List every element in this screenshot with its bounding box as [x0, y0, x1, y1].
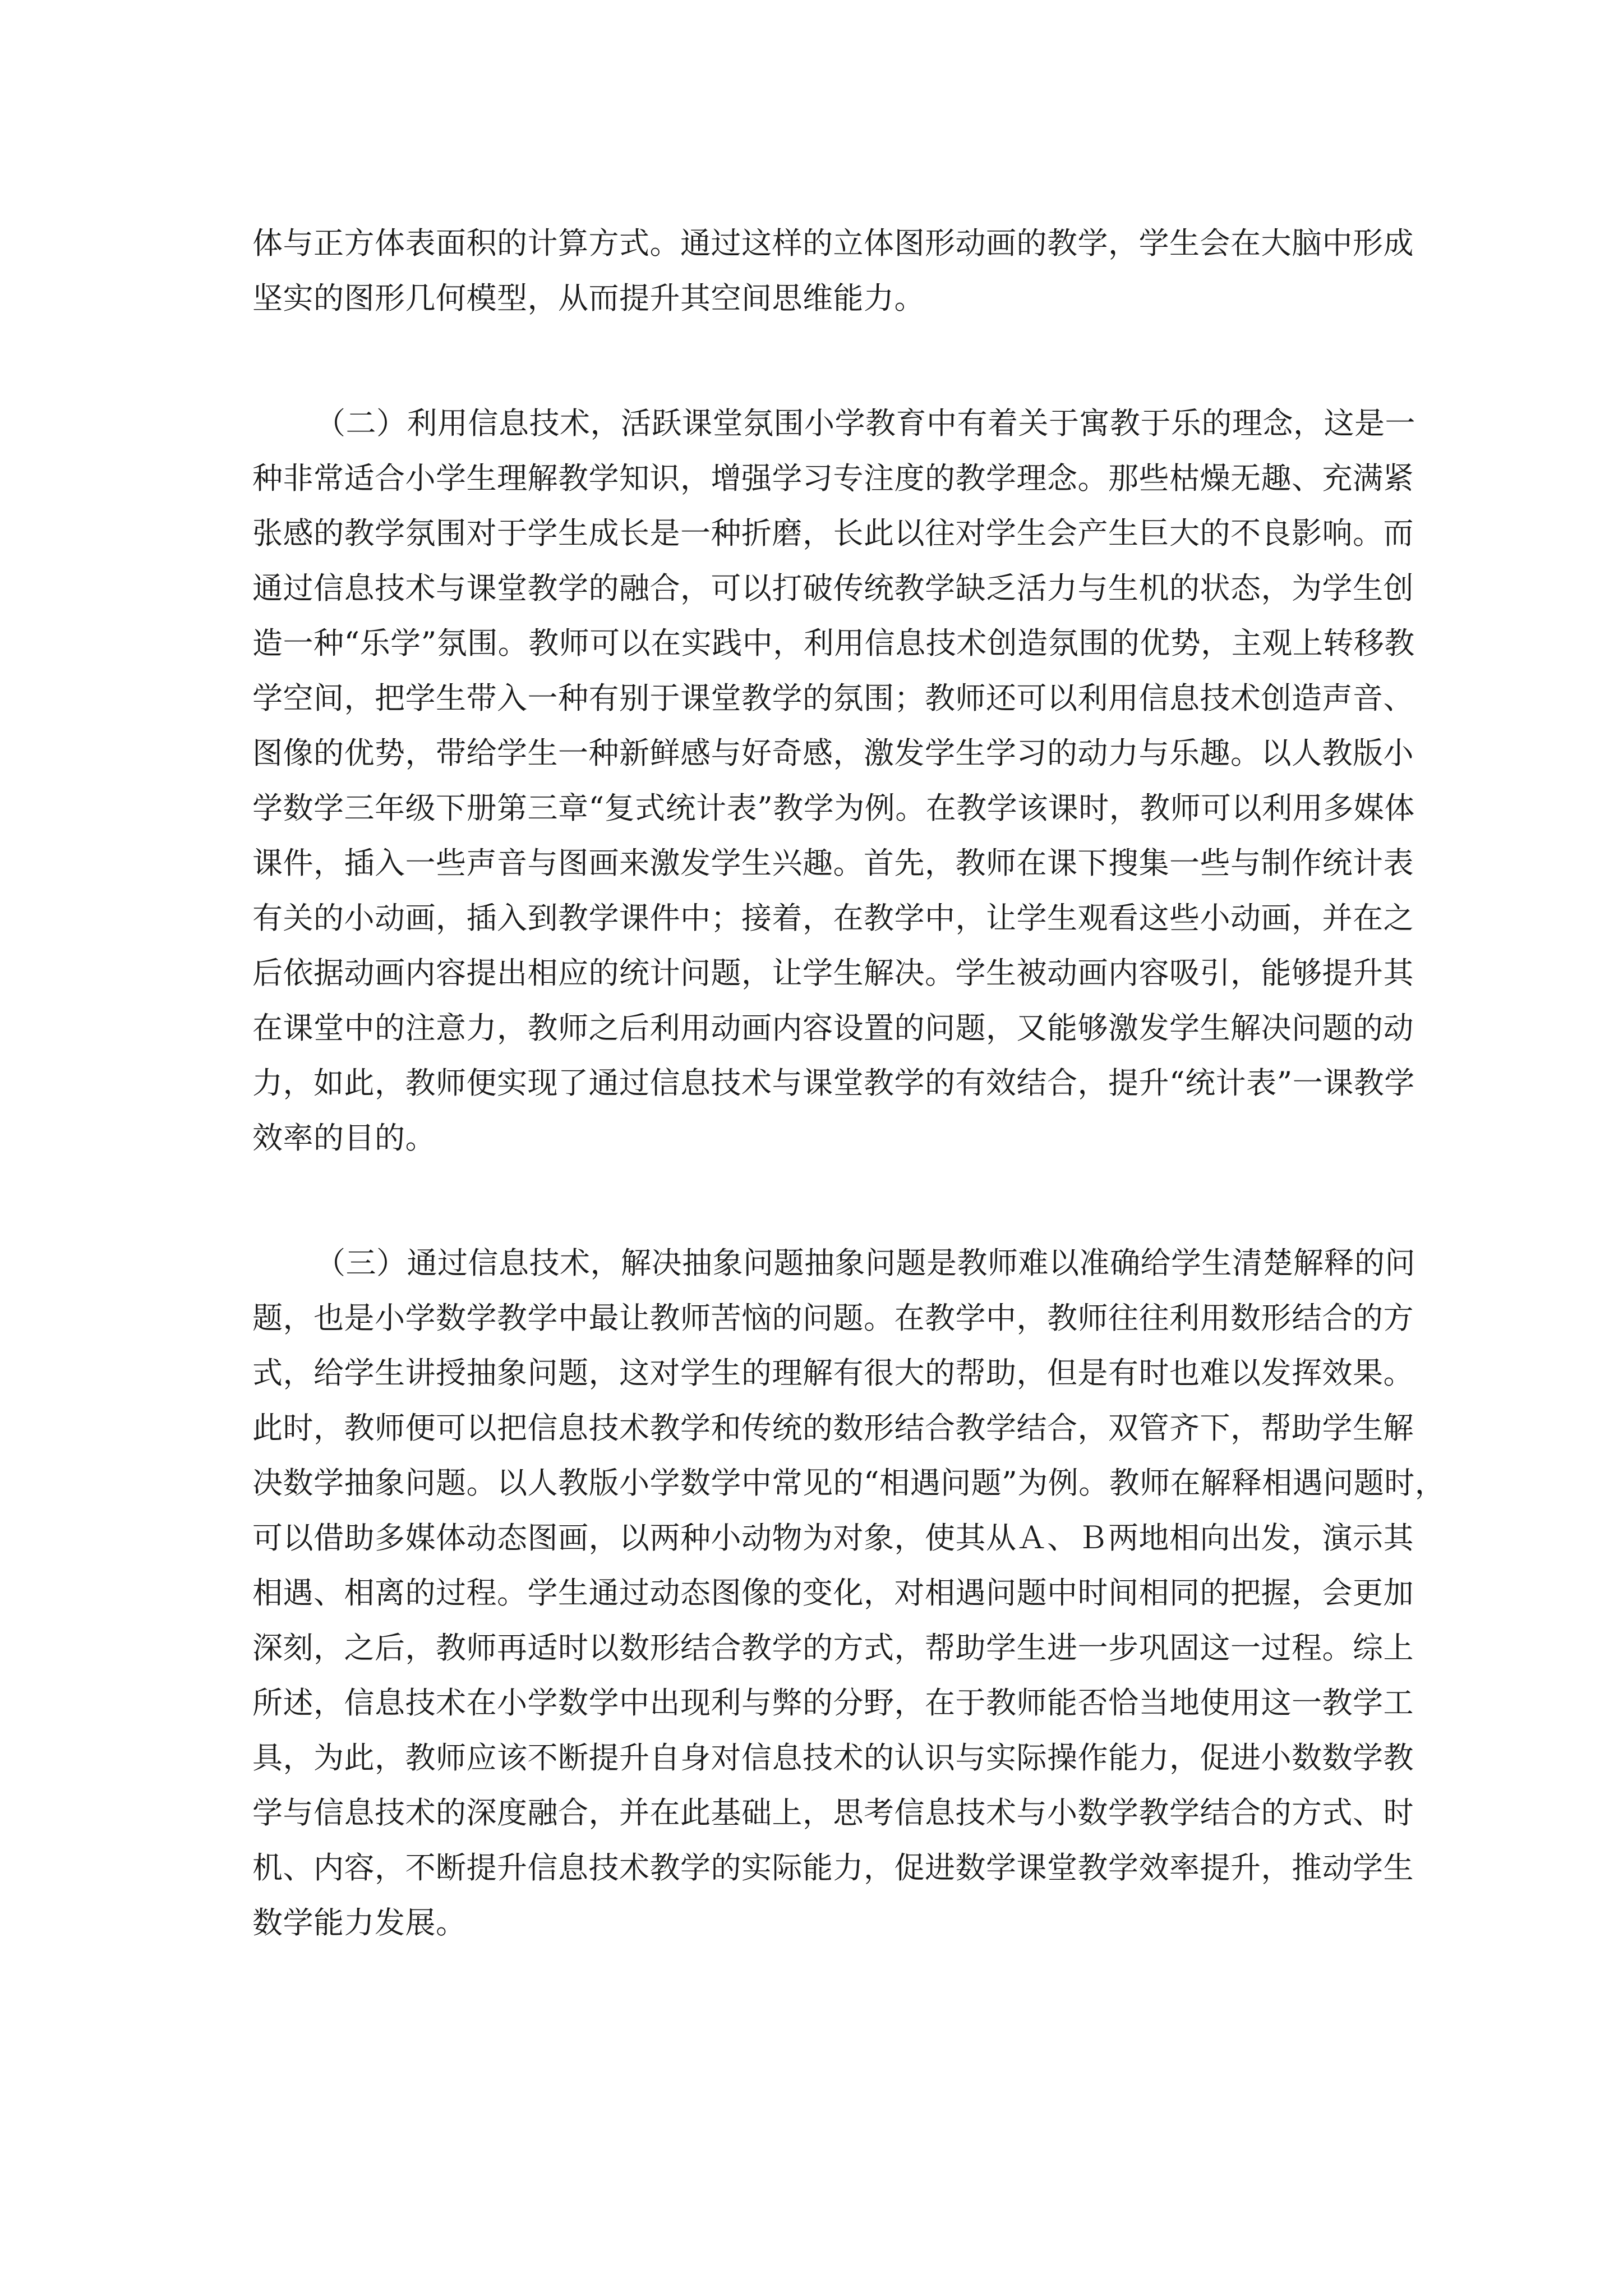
paragraph-line: 所述，信息技术在小学数学中出现利与弊的分野，在于教师能否恰当地使用这一教学工: [252, 1685, 1414, 1720]
paragraph-line: 种非常适合小学生理解教学知识，增强学习专注度的教学理念。那些枯燥无趣、充满紧: [252, 461, 1414, 496]
paragraph-line: 学与信息技术的深度融合，并在此基础上，思考信息技术与小数学教学结合的方式、时: [252, 1795, 1414, 1830]
paragraph-line: 可以借助多媒体动态图画，以两种小动物为对象，使其从Ａ、Ｂ两地相向出发，演示其: [252, 1520, 1414, 1556]
paragraph-line: 通过信息技术与课堂教学的融合，可以打破传统教学缺乏活力与生机的状态，为学生创: [252, 570, 1414, 606]
paragraph-1: [252, 216, 1414, 326]
paragraph-line: 学数学三年级下册第三章“复式统计表”教学为例。在教学该课时，教师可以利用多媒体: [252, 790, 1415, 826]
paragraph-line: （三）通过信息技术，解决抽象问题抽象问题是教师难以准确给学生清楚解释的问: [315, 1245, 1415, 1281]
paragraph-3: [252, 1236, 1446, 1950]
paragraph-line: 造一种“乐学”氛围。教师可以在实践中，利用信息技术创造氛围的优势，主观上转移教: [252, 625, 1415, 661]
paragraph-line: 后依据动画内容提出相应的统计问题，让学生解决。学生被动画内容吸引，能够提升其: [252, 955, 1414, 991]
paragraph-line: 数学能力发展。: [252, 1905, 467, 1940]
paragraph-line: 决数学抽象问题。以人教版小学数学中常见的“相遇问题”为例。教师在解释相遇问题时，: [252, 1465, 1446, 1501]
paragraph-gap: [252, 1166, 1368, 1236]
paragraph-line: 此时，教师便可以把信息技术教学和传统的数形结合教学结合，双管齐下，帮助学生解: [252, 1410, 1414, 1446]
paragraph-line: 课件，插入一些声音与图画来激发学生兴趣。首先，教师在课下搜集一些与制作统计表: [252, 845, 1414, 881]
paragraph-line: 坚实的图形几何模型，从而提升其空间思维能力。: [252, 280, 925, 316]
paragraph-line: 式，给学生讲授抽象问题，这对学生的理解有很大的帮助，但是有时也难以发挥效果。: [252, 1355, 1414, 1391]
paragraph-line: 题，也是小学数学教学中最让教师苦恼的问题。在教学中，教师往往利用数形结合的方: [252, 1300, 1414, 1336]
paragraph-line: 相遇、相离的过程。学生通过动态图像的变化，对相遇问题中时间相同的把握，会更加: [252, 1575, 1414, 1611]
paragraph-line: 机、内容，不断提升信息技术教学的实际能力，促进数学课堂教学效率提升，推动学生: [252, 1850, 1414, 1885]
paragraph-line: 深刻，之后，教师再适时以数形结合教学的方式，帮助学生进一步巩固这一过程。综上: [252, 1630, 1414, 1665]
paragraph-line: 体与正方体表面积的计算方式。通过这样的立体图形动画的教学，学生会在大脑中形成: [252, 226, 1414, 261]
paragraph-line: 张感的教学氛围对于学生成长是一种折磨，长此以往对学生会产生巨大的不良影响。而: [252, 516, 1414, 551]
paragraph-line: 有关的小动画，插入到教学课件中；接着，在教学中，让学生观看这些小动画，并在之: [252, 900, 1414, 936]
paragraph-line: 学空间，把学生带入一种有别于课堂教学的氛围；教师还可以利用信息技术创造声音、: [252, 680, 1414, 716]
paragraph-line: 力，如此，教师便实现了通过信息技术与课堂教学的有效结合，提升“统计表”一课教学: [252, 1065, 1415, 1101]
paragraph-line: 在课堂中的注意力，教师之后利用动画内容设置的问题，又能够激发学生解决问题的动: [252, 1010, 1414, 1046]
paragraph-line: （二）利用信息技术，活跃课堂氛围小学教育中有着关于寓教于乐的理念，这是一: [315, 406, 1415, 441]
paragraph-2: [252, 396, 1415, 1166]
paragraph-line: 图像的优势，带给学生一种新鲜感与好奇感，激发学生学习的动力与乐趣。以人教版小: [252, 735, 1414, 771]
document-body: [252, 216, 1446, 1950]
paragraph-line: 具，为此，教师应该不断提升自身对信息技术的认识与实际操作能力，促进小数数学教: [252, 1740, 1414, 1775]
paragraph-line: 效率的目的。: [252, 1120, 436, 1156]
paragraph-gap: [252, 326, 1368, 396]
